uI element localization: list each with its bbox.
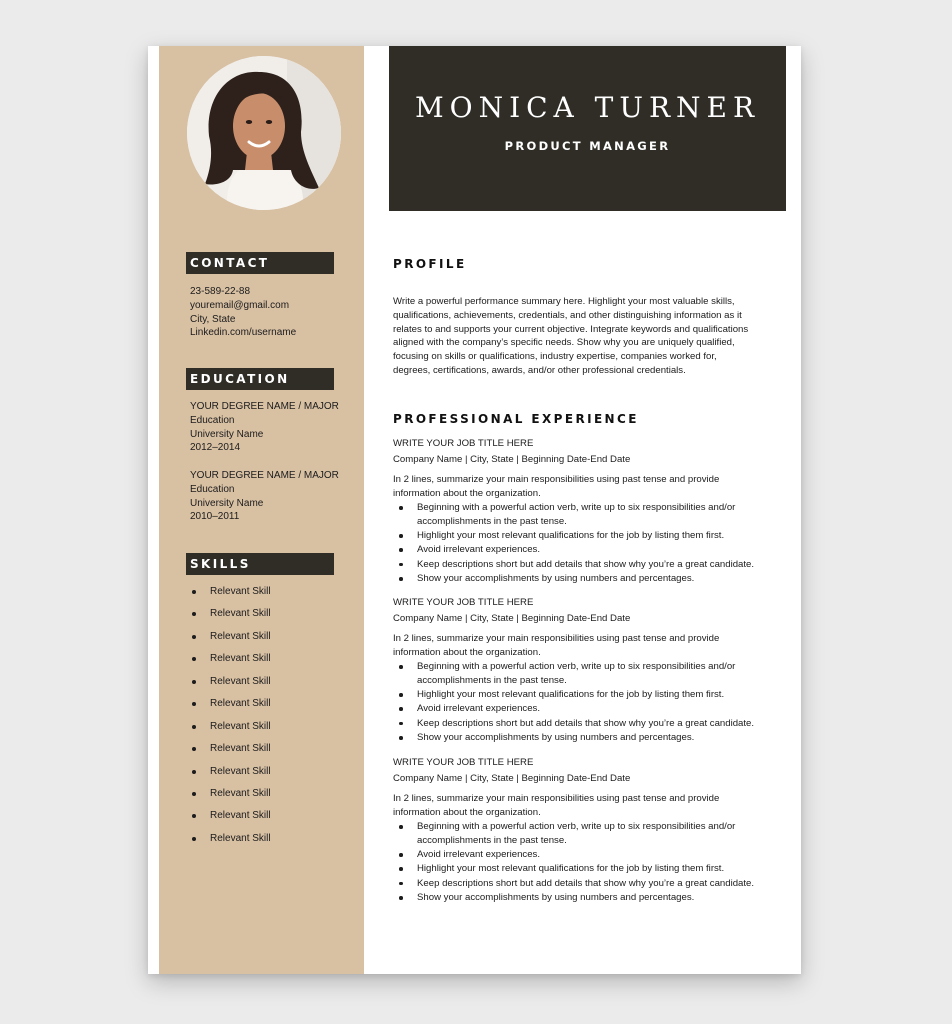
profile-line: focusing on skills or qualifications, industry expertise, companies worked for,	[393, 351, 717, 363]
skill-item: Relevant Skill	[190, 720, 271, 742]
skill-item: Relevant Skill	[190, 787, 271, 809]
job-summary	[393, 473, 788, 501]
experience-entry	[393, 596, 788, 745]
job-bullet-line: Keep descriptions short but add details that show why you’re a great candidate.	[417, 877, 755, 889]
job-bullet-line: Highlight your most relevant qualifications for the job by listing them first.	[417, 863, 725, 875]
education-years: 2012–2014	[190, 442, 241, 454]
job-bullet-line: accomplishments in the past tense.	[417, 515, 567, 527]
skill-item: Relevant Skill	[190, 652, 271, 674]
contact-list	[190, 285, 296, 340]
job-bullet-line: Beginning with a powerful action verb, write up to six responsibilities and/or	[417, 661, 736, 673]
portrait-photo-icon	[187, 56, 341, 210]
job-bullet-line: Keep descriptions short but add details that show why you’re a great candidate.	[417, 717, 755, 729]
job-bullets	[393, 660, 788, 745]
job-bullet	[393, 688, 788, 702]
education-school: University Name	[190, 428, 264, 440]
person-name: MONICA TURNER	[414, 91, 761, 124]
job-bullet	[393, 848, 788, 862]
profile-line: aligned with the company’s specific needs. Show why you are uniquely qualified,	[393, 337, 735, 349]
job-summary-line: information about the organization.	[393, 646, 541, 658]
job-bullet-line: Keep descriptions short but add details that show why you’re a great candidate.	[417, 558, 755, 570]
job-title: WRITE YOUR JOB TITLE HERE	[393, 438, 534, 449]
skill-item: Relevant Skill	[190, 809, 271, 831]
job-bullet-line: Show your accomplishments by using numbers and percentages.	[417, 892, 695, 904]
job-bullet	[393, 572, 788, 586]
contact-phone: 23-589-22-88	[190, 286, 251, 297]
profile-summary	[393, 295, 785, 378]
job-title: WRITE YOUR JOB TITLE HERE	[393, 757, 534, 768]
job-bullet-line: Highlight your most relevant qualifications for the job by listing them first.	[417, 689, 725, 701]
job-bullet-line: Avoid irrelevant experiences.	[417, 703, 541, 715]
job-bullet-line: Highlight your most relevant qualifications for the job by listing them first.	[417, 530, 725, 542]
education-degree: YOUR DEGREE NAME / MAJOR	[190, 401, 339, 412]
education-field: Education	[190, 483, 235, 495]
job-bullet-line: Beginning with a powerful action verb, write up to six responsibilities and/or	[417, 821, 736, 833]
job-summary-line: In 2 lines, summarize your main responsibilities using past tense and provide	[393, 793, 720, 804]
job-bullets	[393, 820, 788, 905]
job-bullet	[393, 558, 788, 572]
contact-location: City, State	[190, 313, 236, 325]
job-bullet	[393, 529, 788, 543]
job-summary-line: In 2 lines, summarize your main responsibilities using past tense and provide	[393, 633, 720, 644]
skills-heading: SKILLS	[186, 553, 334, 575]
skill-item: Relevant Skill	[190, 832, 271, 854]
job-bullet	[393, 877, 788, 891]
job-bullet-line: accomplishments in the past tense.	[417, 834, 567, 846]
profile-line: degrees, certifications, awards, and/or other professional credentials.	[393, 364, 686, 376]
job-bullet	[393, 717, 788, 731]
job-bullets	[393, 501, 788, 586]
contact-heading: CONTACT	[186, 252, 334, 274]
job-summary-line: In 2 lines, summarize your main responsibilities using past tense and provide	[393, 474, 720, 485]
profile-line: relates to and supports your current objective. Integrate keywords and qualifications	[393, 323, 749, 335]
profile-photo	[187, 56, 341, 210]
contact-email: youremail@gmail.com	[190, 299, 290, 311]
job-summary-line: information about the organization.	[393, 487, 541, 499]
job-title: WRITE YOUR JOB TITLE HERE	[393, 597, 534, 608]
resume-page	[148, 46, 801, 974]
education-years: 2010–2011	[190, 511, 240, 523]
job-bullet-line: Show your accomplishments by using numbers and percentages.	[417, 573, 695, 585]
job-bullet	[393, 702, 788, 716]
person-title: PRODUCT MANAGER	[504, 139, 671, 153]
job-company: Company Name | City, State | Beginning Date-End Date	[393, 454, 631, 465]
profile-heading: PROFILE	[393, 257, 467, 271]
job-bullet	[393, 820, 788, 848]
name-header	[389, 46, 786, 211]
job-bullet	[393, 891, 788, 905]
job-bullet-line: Show your accomplishments by using numbers and percentages.	[417, 732, 695, 744]
education-heading: EDUCATION	[186, 368, 334, 390]
job-bullet	[393, 731, 788, 745]
skill-item: Relevant Skill	[190, 742, 271, 764]
skill-item: Relevant Skill	[190, 630, 271, 652]
profile-line: qualifications, achievements, credentials, and other distinguishing information as it	[393, 309, 742, 321]
education-list	[190, 400, 339, 524]
job-bullet	[393, 501, 788, 529]
job-summary	[393, 632, 788, 660]
sidebar	[159, 46, 364, 974]
skill-item: Relevant Skill	[190, 697, 271, 719]
skill-item: Relevant Skill	[190, 765, 271, 787]
job-bullet	[393, 660, 788, 688]
skill-item: Relevant Skill	[190, 675, 271, 697]
experience-entry	[393, 437, 788, 586]
experience-entry	[393, 756, 788, 905]
profile-line: Write a powerful performance summary here. Highlight your most valuable skills,	[393, 296, 735, 307]
job-bullet-line: Beginning with a powerful action verb, write up to six responsibilities and/or	[417, 502, 736, 514]
contact-linkedin: Linkedin.com/username	[190, 327, 297, 339]
job-company: Company Name | City, State | Beginning Date-End Date	[393, 613, 631, 624]
job-summary	[393, 792, 788, 820]
education-degree: YOUR DEGREE NAME / MAJOR	[190, 469, 339, 481]
education-school: University Name	[190, 497, 264, 509]
education-field: Education	[190, 414, 235, 426]
job-bullet-line: Avoid irrelevant experiences.	[417, 544, 541, 556]
job-summary-line: information about the organization.	[393, 806, 541, 818]
job-bullet	[393, 862, 788, 876]
job-bullet-line: accomplishments in the past tense.	[417, 674, 567, 686]
skills-list	[190, 585, 271, 854]
job-company: Company Name | City, State | Beginning Date-End Date	[393, 773, 631, 784]
job-bullet	[393, 543, 788, 557]
skill-item: Relevant Skill	[190, 585, 271, 607]
job-bullet-line: Avoid irrelevant experiences.	[417, 849, 541, 861]
experience-heading: PROFESSIONAL EXPERIENCE	[393, 412, 639, 426]
skill-item: Relevant Skill	[190, 607, 271, 629]
